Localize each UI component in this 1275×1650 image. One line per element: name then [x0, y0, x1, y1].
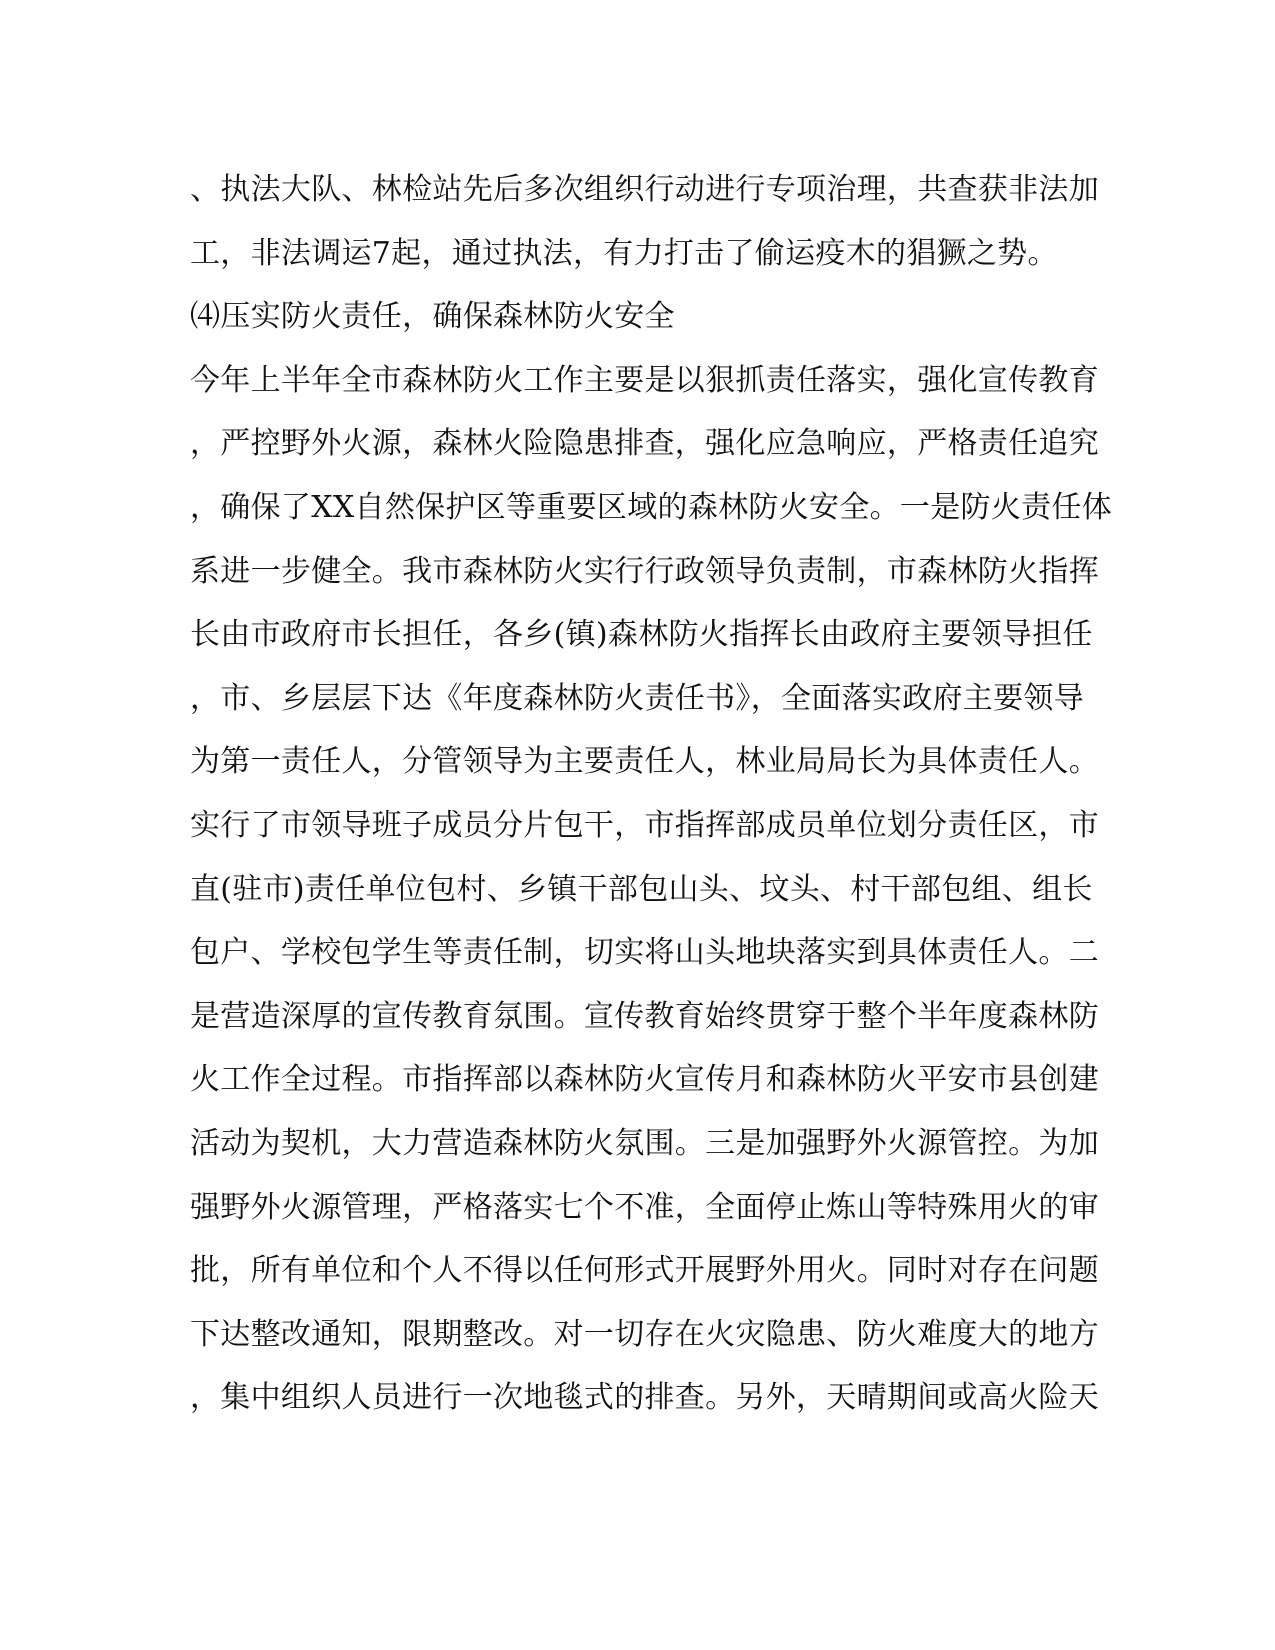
document-body: [190, 158, 1113, 1430]
text-line: 火工作全过程。市指挥部以森林防火宣传月和森林防火平安市县创建: [190, 1062, 1099, 1098]
text-line: 是营造深厚的宣传教育氛围。宣传教育始终贯穿于整个半年度森林防: [190, 998, 1099, 1034]
text-line: 工，非法调运7起，通过执法，有力打击了偷运疫木的猖獗之势。: [190, 235, 1058, 271]
text-line: 、执法大队、林检站先后多次组织行动进行专项治理，共查获非法加: [190, 172, 1099, 207]
text-line: 强野外火源管理，严格落实七个不准，全面停止炼山等特殊用火的审: [190, 1189, 1099, 1225]
text-line: ，严控野外火源，森林火险隐患排查，强化应急响应，严格责任追究: [190, 426, 1099, 462]
text-line: 批，所有单位和个人不得以任何形式开展野外用火。同时对存在问题: [190, 1253, 1099, 1289]
text-line: ，市、乡层层下达《年度森林防火责任书》，全面落实政府主要领导: [190, 680, 1084, 716]
text-line: 今年上半年全市森林防火工作主要是以狠抓责任落实，强化宣传教育: [190, 362, 1099, 398]
text-line: ，确保了XX自然保护区等重要区域的森林防火安全。一是防火责任体: [190, 489, 1113, 525]
text-line: 包户、学校包学生等责任制，切实将山头地块落实到具体责任人。二: [190, 935, 1099, 971]
text-line: 系进一步健全。我市森林防火实行行政领导负责制，市森林防火指挥: [190, 553, 1099, 589]
text-line: 为第一责任人，分管领导为主要责任人，林业局局长为具体责任人。: [190, 744, 1099, 780]
text-line: 直(驻市)责任单位包村、乡镇干部包山头、坟头、村干部包组、组长: [190, 871, 1093, 907]
text-line: 下达整改通知，限期整改。对一切存在火灾隐患、防火难度大的地方: [190, 1316, 1099, 1352]
text-line: ，集中组织人员进行一次地毯式的排查。另外，天晴期间或高火险天: [190, 1380, 1099, 1416]
text-line: 活动为契机，大力营造森林防火氛围。三是加强野外火源管控。为加: [190, 1125, 1099, 1161]
text-line: 实行了市领导班子成员分片包干，市指挥部成员单位划分责任区，市: [190, 807, 1099, 843]
text-line: 长由市政府市长担任，各乡(镇)森林防火指挥长由政府主要领导担任: [190, 617, 1093, 653]
section-heading: ⑷压实防火责任，确保森林防火安全: [190, 299, 675, 335]
